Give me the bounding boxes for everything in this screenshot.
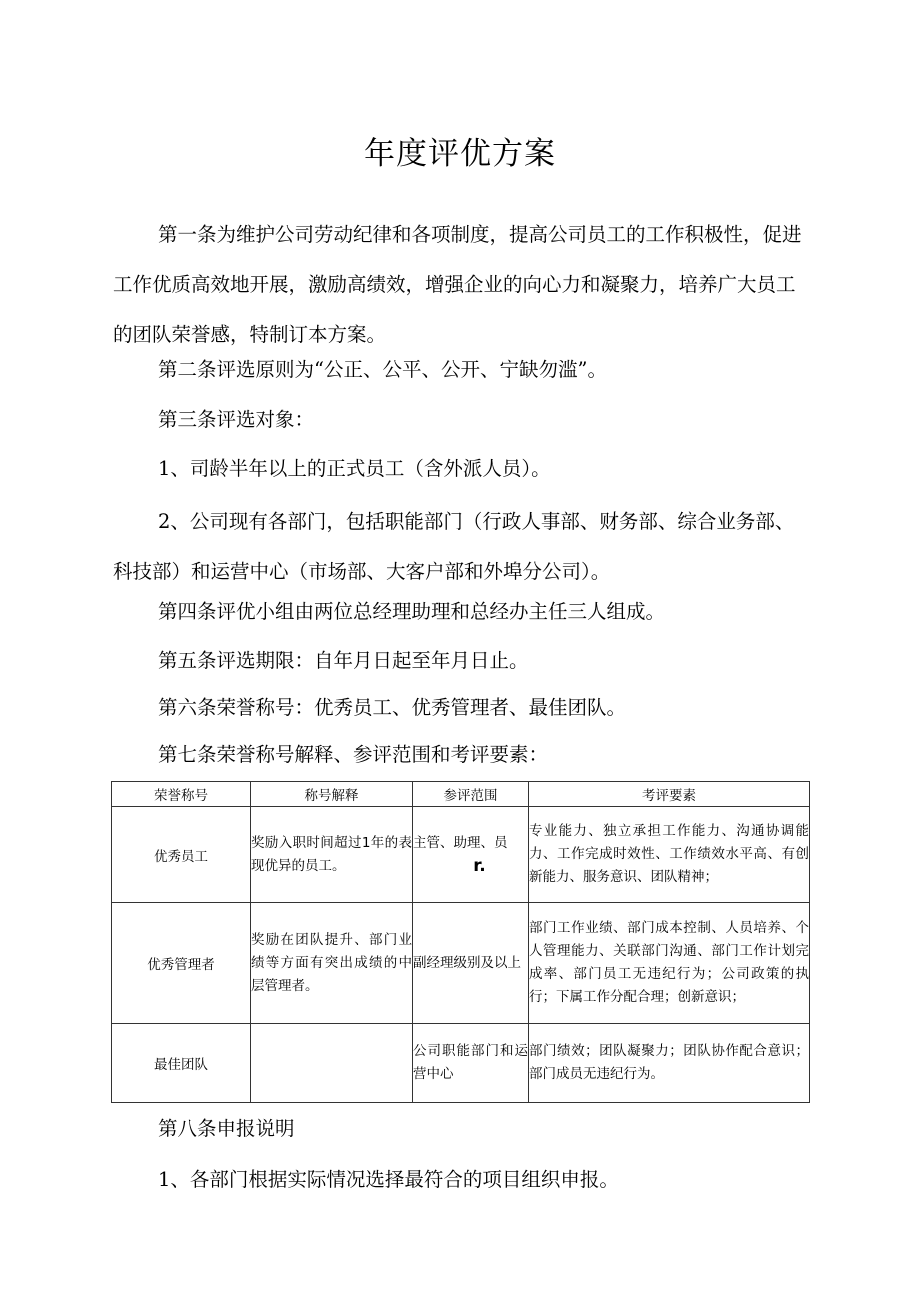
honor-table bbox=[111, 781, 810, 1103]
header-factors: 考评要素 bbox=[529, 782, 810, 807]
factors-cell: 部门工作业绩、部门成本控制、人员培养、个人管理能力、关联部门沟通、部门工作计划完成率、部门员工无违纪行为；公司政策的执行；下属工作分配合理；创新意识； bbox=[529, 903, 810, 1024]
factors-cell: 专业能力、独立承担工作能力、沟通协调能力、工作完成时效性、工作绩效水平高、有创新能力、服务意识、团队精神； bbox=[529, 807, 810, 903]
factors-cell: 部门绩效；团队凝聚力；团队协作配合意识；部门成员无违纪行为。 bbox=[529, 1024, 810, 1103]
article-3-item-2: 2、公司现有各部门，包括职能部门（行政人事部、财务部、综合业务部、科技部）和运营中心（市场部、大客户部和外埠分公司）。 bbox=[113, 510, 795, 583]
honor-title-cell: 优秀员工 bbox=[112, 807, 251, 903]
explanation-cell bbox=[251, 1024, 413, 1103]
scope-tail-text: r. bbox=[473, 855, 486, 876]
article-3: 第三条评选对象： bbox=[158, 408, 315, 431]
article-7: 第七条荣誉称号解释、参评范围和考评要素： bbox=[158, 743, 549, 766]
table-row bbox=[112, 807, 810, 903]
table-header-row bbox=[112, 782, 810, 807]
document-title: 年度评优方案 bbox=[364, 136, 556, 172]
scope-cell: 公司职能部门和运营中心 bbox=[413, 1024, 529, 1103]
header-scope: 参评范围 bbox=[413, 782, 529, 807]
honor-title-cell: 最佳团队 bbox=[112, 1024, 251, 1103]
article-6: 第六条荣誉称号：优秀员工、优秀管理者、最佳团队。 bbox=[158, 696, 627, 719]
article-3-item-1: 1、司龄半年以上的正式员工（含外派人员）。 bbox=[158, 457, 551, 480]
scope-text: 主管、助理、员 bbox=[413, 834, 508, 851]
explanation-cell: 奖励入职时间超过1年的表现优异的员工。 bbox=[251, 807, 413, 903]
article-4: 第四条评优小组由两位总经理助理和总经办主任三人组成。 bbox=[158, 600, 666, 623]
header-explanation: 称号解释 bbox=[251, 782, 413, 807]
article-8: 第八条申报说明 bbox=[158, 1117, 295, 1140]
explanation-cell: 奖励在团队提升、部门业绩等方面有突出成绩的中层管理者。 bbox=[251, 903, 413, 1024]
table-row bbox=[112, 1024, 810, 1103]
honor-title-cell: 优秀管理者 bbox=[112, 903, 251, 1024]
article-5: 第五条评选期限：自年月日起至年月日止。 bbox=[158, 649, 529, 672]
scope-cell bbox=[413, 807, 529, 903]
table-row bbox=[112, 903, 810, 1024]
article-8-item-1: 1、各部门根据实际情况选择最符合的项目组织申报。 bbox=[158, 1168, 619, 1191]
header-honor-title: 荣誉称号 bbox=[112, 782, 251, 807]
scope-cell: 副经理级别及以上 bbox=[413, 903, 529, 1024]
article-2: 第二条评选原则为“公正、公平、公开、宁缺勿滥”。 bbox=[158, 358, 607, 381]
article-1: 第一条为维护公司劳动纪律和各项制度，提高公司员工的工作积极性，促进工作优质高效地开展，激励高绩效，增强企业的向心力和凝聚力，培养广大员工的团队荣誉感，特制订本方案。 bbox=[113, 223, 802, 346]
